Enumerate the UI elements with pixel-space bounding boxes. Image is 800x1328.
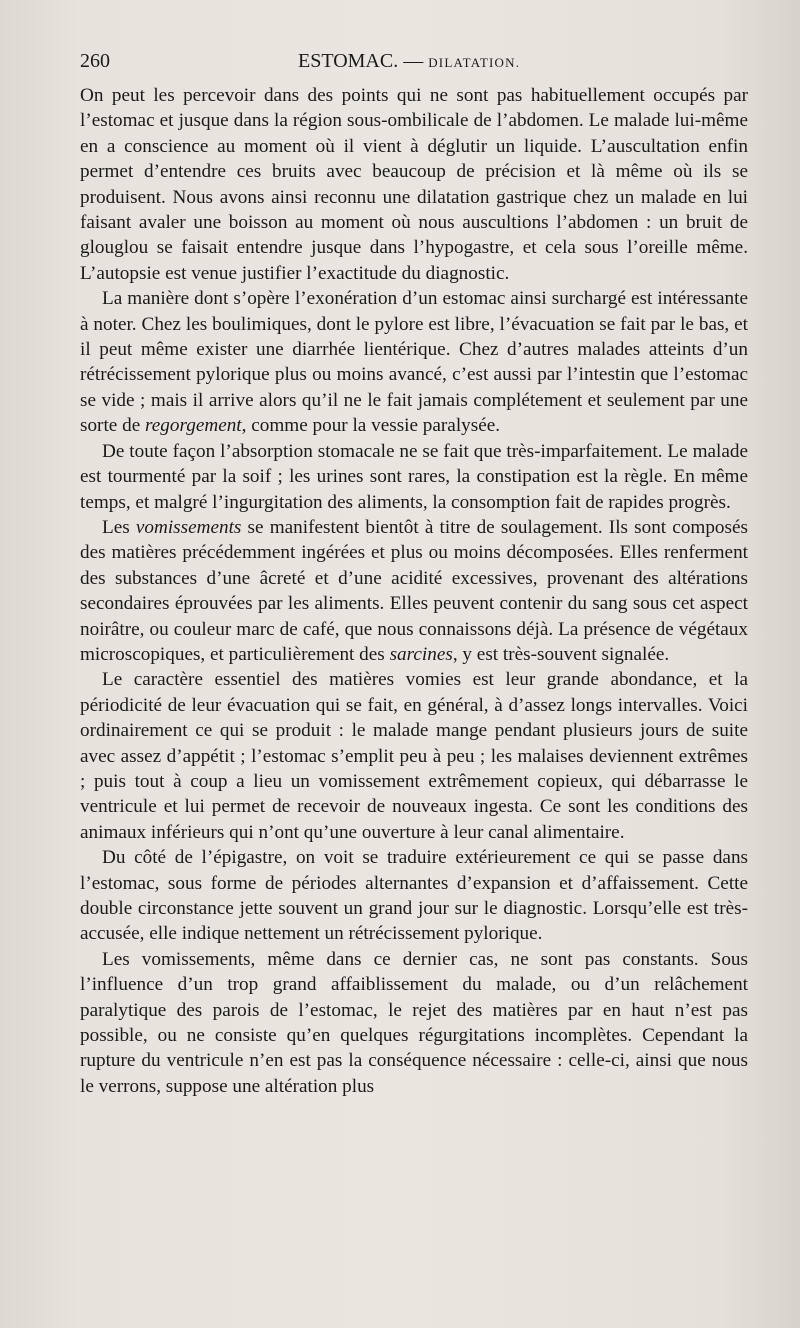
paragraph-4: [80, 515, 748, 667]
running-title: [298, 44, 520, 80]
chapter-title: ESTOMAC.: [298, 50, 399, 72]
paragraph-5-text: Le caractère essentiel des matières vomies est leur grande abondance, et la périodicité de leur évacuation qui se fait, en général, à d’assez longs intervalles. Voici ordinairement ce qui se produit : le malade mange pendant plusieurs jours de suite avec assez d’appétit ; l’estomac s’emplit peu à peu ; les malaises deviennent extrêmes ; puis tout à coup a lieu un vomissement extrêmement copieux, qui débarrasse le ventricule et lui permet de recevoir de nouveaux ingesta. Ce sont les conditions des animaux inférieurs qui n’ont qu’une ouverture à leur canal alimentaire.: [80, 669, 748, 843]
paragraph-1: [80, 83, 748, 286]
paragraph-2: [80, 286, 748, 438]
page-number: 260: [80, 50, 110, 72]
paragraph-6-text: Du côté de l’épigastre, on voit se traduire extérieurement ce qui se passe dans l’estomac, sous forme de périodes alternantes d’expansion et d’affaissement. Cette double circonstance jette souvent un grand jour sur le diagnostic. Lorsqu’elle est très-accusée, elle indique nettement un rétrécissement pylorique.: [80, 847, 748, 945]
section-title: DILATATION.: [428, 55, 521, 70]
body-text: [80, 83, 748, 1099]
title-separator: —: [403, 50, 424, 72]
italic-sarcines: sarcines: [389, 643, 453, 665]
paragraph-7-text: Les vomissements, même dans ce dernier cas, ne sont pas constants. Sous l’influence d’un trop grand affaiblissement du malade, ou d’un relâchement paralytique des parois de l’estomac, le rejet des matières par en haut n’est pas possible, ou ne consiste qu’en quelques régurgitations incomplètes. Cependant la rupture du ventricule n’en est pas la conséquence nécessaire : celle-ci, ainsi que nous le verrons, suppose une altération plus: [80, 948, 748, 1097]
italic-regorgement: regorgement: [145, 415, 242, 437]
paragraph-4-text-after: , y est très-souvent signalée.: [452, 643, 670, 665]
paragraph-5: [80, 667, 748, 845]
italic-vomissements: vomissements: [135, 516, 242, 538]
paragraph-1-text: On peut les percevoir dans des points qui ne sont pas habituellement occupés par l’estomac et jusque dans la région sous-ombilicale de l’abdomen. Le malade lui-même en a conscience au moment où il vient à déglutir un liquide. L’auscultation enfin permet d’entendre ces bruits avec beaucoup de précision et là même où ils se produisent. Nous avons ainsi reconnu une dilatation gastrique chez un malade en lui faisant avaler une boisson au moment où nous auscultions l’abdomen : un bruit de glouglou se faisait entendre jusque dans l’hypogastre, et cela sous l’oreille même. L’autopsie est venue justifier l’exactitude du diagnostic.: [80, 85, 748, 284]
paragraph-7: [80, 947, 748, 1099]
paragraph-2-text-before: La manière dont s’opère l’exonération d’un estomac ainsi surchargé est intéressante à noter. Chez les boulimiques, dont le pylore est libre, l’évacuation se fait par le bas, et il peut même exister une diarrhée lientérique. Chez d’autres malades atteints d’un rétrécissement pylorique plus ou moins avancé, c’est aussi par l’intestin que l’estomac se vide ; mais il arrive alors qu’il ne le fait jamais complétement et seulement par une sorte de: [80, 288, 748, 437]
paragraph-3: [80, 439, 748, 515]
paragraph-6: [80, 845, 748, 947]
paragraph-2-text-after: , comme pour la vessie paralysée.: [241, 415, 501, 437]
paragraph-4-text-middle: se manifestent bientôt à titre de soulagement. Ils sont composés des matières précédemment ingérées et plus ou moins décomposées. Elles renferment des substances d’une âcreté et d’une acidité excessives, provenant des altérations secondaires éprouvées par les aliments. Elles peuvent contenir du sang sous cet aspect noirâtre, ou couleur marc de café, que nous connaissons déjà. La présence de végétaux microscopiques, et particulièrement des: [80, 516, 748, 665]
running-header: [80, 44, 748, 78]
paragraph-4-text-before: Les: [102, 516, 136, 538]
paragraph-3-text: De toute façon l’absorption stomacale ne se fait que très-imparfaitement. Le malade est tourmenté par la soif ; les urines sont rares, la constipation est la règle. En même temps, et malgré l’ingurgitation des aliments, la consomption fait de rapides progrès.: [80, 440, 748, 513]
